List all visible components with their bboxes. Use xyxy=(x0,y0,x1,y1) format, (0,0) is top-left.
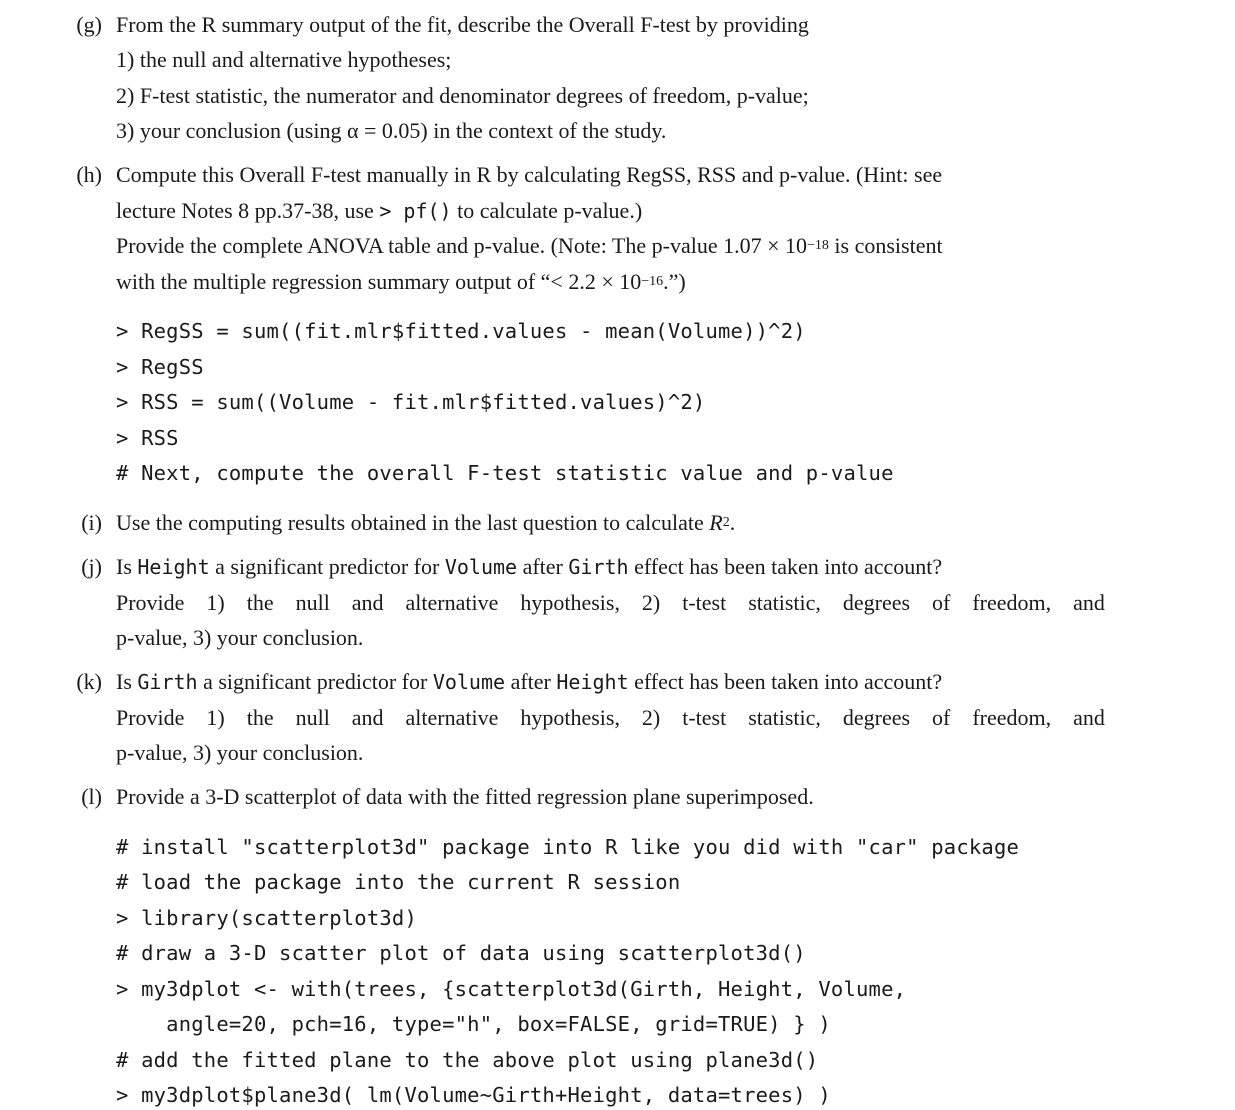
item-h-line-3 xyxy=(116,231,943,261)
item-k-word: effect has been taken into account? xyxy=(634,669,943,694)
volume-code: Volume xyxy=(444,555,518,579)
item-j-word: effect has been taken into account? xyxy=(634,554,943,579)
word: Provide xyxy=(116,590,185,615)
item-j-word: Is xyxy=(116,554,132,579)
item-i-line-1 xyxy=(116,508,735,538)
code-line: # install "scatterplot3d" package into R like you did with "car" package xyxy=(116,835,1020,859)
height-code: Height xyxy=(137,555,210,579)
r-squared-symbol: R xyxy=(709,510,723,535)
word: freedom, xyxy=(972,590,1052,615)
pf-function-code: > pf() xyxy=(379,199,452,223)
item-j-word: after xyxy=(522,554,563,579)
word: statistic, xyxy=(748,705,821,730)
item-h-line-4 xyxy=(116,267,686,297)
item-g-line-4-start: 3) your conclusion (using xyxy=(116,118,347,143)
item-k-word: Is xyxy=(116,669,132,694)
word: t-test xyxy=(682,705,727,730)
exponent-minus-16: −16 xyxy=(641,274,664,289)
word: alternative xyxy=(405,705,499,730)
item-h-label: (h) xyxy=(76,162,102,187)
word: null xyxy=(295,705,330,730)
item-k-label: (k) xyxy=(76,669,102,694)
code-line: > library(scatterplot3d) xyxy=(116,906,418,930)
code-line: > RSS = sum((Volume - fit.mlr$fitted.values)^2) xyxy=(116,390,706,414)
item-g-line-4 xyxy=(116,116,666,146)
girth-code: Girth xyxy=(137,670,198,694)
r-squared-exponent: 2 xyxy=(722,515,730,530)
girth-code: Girth xyxy=(568,555,629,579)
item-i-period: . xyxy=(729,510,736,535)
word: of xyxy=(932,590,951,615)
code-line: > my3dplot <- with(trees, {scatterplot3d(Girth, Height, Volume, xyxy=(116,977,907,1001)
code-line: > RegSS xyxy=(116,355,204,379)
item-j-word: a significant predictor for xyxy=(215,554,440,579)
word: null xyxy=(295,590,330,615)
word: t-test xyxy=(682,590,727,615)
item-k-line-1 xyxy=(116,667,942,697)
word: degrees xyxy=(842,705,911,730)
item-i-text: Use the computing results obtained in the last question to calculate xyxy=(116,510,710,535)
item-h-line-3-end: is consistent xyxy=(828,233,943,258)
item-g-line-3: 2) F-test statistic, the numerator and denominator degrees of freedom, p-value; xyxy=(116,83,809,108)
item-l-line-1: Provide a 3-D scatterplot of data with the fitted regression plane superimposed. xyxy=(116,784,814,809)
code-line: # draw a 3-D scatter plot of data using scatterplot3d() xyxy=(116,941,806,965)
item-j-line-1 xyxy=(116,552,942,582)
item-j-line-2 xyxy=(116,588,1105,618)
item-j-label: (j) xyxy=(81,554,102,579)
word: Provide xyxy=(116,705,185,730)
item-k-line-3: p-value, 3) your conclusion. xyxy=(116,740,364,765)
item-h-line-2 xyxy=(116,196,642,226)
alpha-expression: α = 0.05 xyxy=(346,118,421,143)
word: hypothesis, xyxy=(520,590,620,615)
word: 2) xyxy=(641,705,661,730)
word: 1) xyxy=(206,705,225,730)
exponent-minus-18: −18 xyxy=(807,238,829,253)
word: the xyxy=(246,705,274,730)
item-j-line-3: p-value, 3) your conclusion. xyxy=(116,625,364,650)
item-g-label: (g) xyxy=(76,12,102,37)
code-line: > RegSS = sum((fit.mlr$fitted.values - mean(Volume))^2) xyxy=(116,319,806,343)
item-g-line-4-end: ) in the context of the study. xyxy=(420,118,667,143)
code-line: # load the package into the current R session xyxy=(116,870,681,894)
item-h-line-2-end: to calculate p-value.) xyxy=(451,198,643,223)
item-l-label: (l) xyxy=(81,784,102,809)
word: alternative xyxy=(405,590,499,615)
word: the xyxy=(246,590,274,615)
item-g-line-2: 1) the null and alternative hypotheses; xyxy=(116,47,452,72)
height-code: Height xyxy=(556,670,629,694)
word: and xyxy=(1073,705,1105,730)
word: statistic, xyxy=(748,590,821,615)
item-g-line-1: From the R summary output of the fit, describe the Overall F-test by providing xyxy=(116,12,809,37)
word: 2) xyxy=(641,590,661,615)
item-h-line-1: Compute this Overall F-test manually in R by calculating RegSS, RSS and p-value. (Hint: see xyxy=(116,162,943,187)
code-line: > RSS xyxy=(116,426,179,450)
word: degrees xyxy=(842,590,911,615)
code-line: > my3dplot$plane3d( lm(Volume~Girth+Height, data=trees) ) xyxy=(116,1083,831,1107)
item-h-line-4-end: .”) xyxy=(663,269,686,294)
word: of xyxy=(932,705,951,730)
item-k-line-2 xyxy=(116,703,1105,733)
word: and xyxy=(351,705,384,730)
code-line: # Next, compute the overall F-test statistic value and p-value xyxy=(116,461,894,485)
code-line: # add the fitted plane to the above plot using plane3d() xyxy=(116,1048,819,1072)
item-i-label: (i) xyxy=(81,510,102,535)
item-h-line-2-start: lecture Notes 8 pp.37-38, use xyxy=(116,198,380,223)
word: 1) xyxy=(206,590,225,615)
volume-code: Volume xyxy=(432,670,506,694)
item-h-line-4-start: with the multiple regression summary output of “< 2.2 × 10 xyxy=(116,269,642,294)
word: freedom, xyxy=(972,705,1052,730)
item-k-word: after xyxy=(510,669,551,694)
item-k-word: a significant predictor for xyxy=(203,669,428,694)
word: hypothesis, xyxy=(520,705,620,730)
item-h-line-3-start: Provide the complete ANOVA table and p-value. (Note: The p-value 1.07 × 10 xyxy=(116,233,807,258)
word: and xyxy=(351,590,384,615)
word: and xyxy=(1073,590,1105,615)
code-line: angle=20, pch=16, type="h", box=FALSE, grid=TRUE) } ) xyxy=(116,1012,831,1036)
